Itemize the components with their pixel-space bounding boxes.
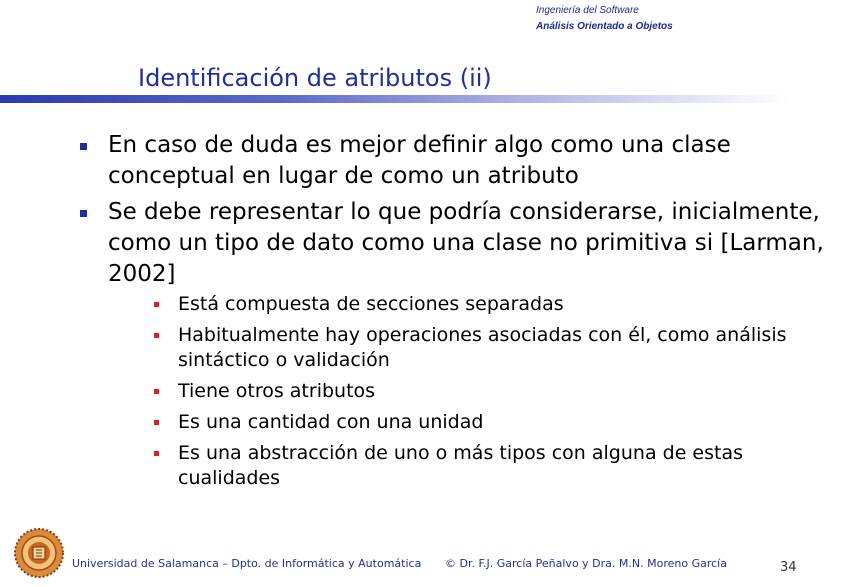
university-seal-icon: [14, 528, 64, 578]
bullet-text: En caso de duda es mejor definir algo como una clase conceptual en lugar de como un atributo: [108, 132, 731, 189]
course-topic: Análisis Orientado a Objetos: [536, 21, 673, 32]
square-bullet-icon: [80, 210, 87, 217]
square-bullet-icon: [80, 143, 87, 150]
course-header: [536, 3, 673, 35]
sub-bullet-item: [144, 292, 842, 317]
sub-bullet-text: Es una cantidad con una unidad: [178, 411, 484, 433]
footer-university: Universidad de Salamanca – Dpto. de Informática y Automática: [72, 557, 422, 570]
footer-authors: © Dr. F.J. García Peñalvo y Dra. M.N. Moreno García: [445, 557, 727, 570]
sub-bullet-item: [144, 323, 842, 373]
red-square-bullet-icon: [154, 302, 159, 307]
sub-bullet-list: [144, 292, 842, 491]
red-square-bullet-icon: [154, 333, 159, 338]
sub-bullet-text: Tiene otros atributos: [178, 380, 376, 402]
sub-bullet-text: Está compuesta de secciones separadas: [178, 293, 564, 315]
title-underline-bar: [0, 95, 790, 103]
course-subject: Ingeniería del Software: [536, 5, 639, 16]
bullet-text: Se debe representar lo que podría considerarse, inicialmente, como un tipo de dato como una clase no primitiva si [Larman, 2002]: [108, 199, 824, 287]
red-square-bullet-icon: [154, 420, 159, 425]
slide-title: Identificación de atributos (ii): [138, 64, 492, 92]
red-square-bullet-icon: [154, 389, 159, 394]
sub-bullet-item: [144, 410, 842, 435]
sub-bullet-text: Habitualmente hay operaciones asociadas con él, como análisis sintáctico o validación: [178, 324, 787, 371]
red-square-bullet-icon: [154, 451, 159, 456]
page-number: 34: [780, 560, 797, 575]
sub-bullet-item: [144, 379, 842, 404]
bullet-item: [72, 130, 842, 192]
bullet-item: [72, 197, 842, 491]
sub-bullet-item: [144, 441, 842, 491]
slide-content: [72, 130, 842, 497]
sub-bullet-text: Es una abstracción de uno o más tipos con alguna de estas cualidades: [178, 442, 744, 489]
